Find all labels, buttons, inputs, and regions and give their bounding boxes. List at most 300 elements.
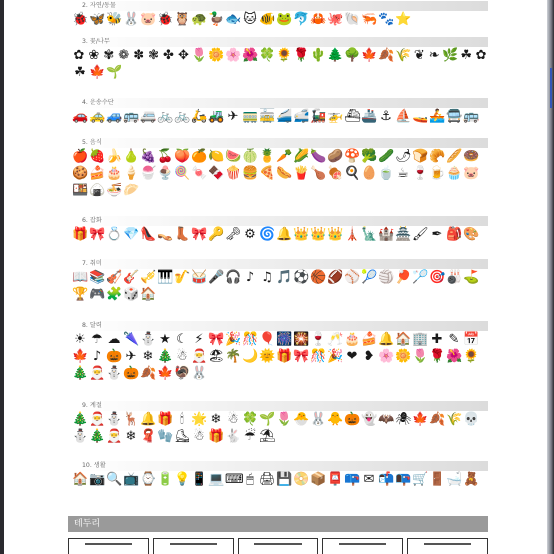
- sticker-icon: 🧤: [157, 428, 174, 444]
- sticker-icon: 🎉: [327, 348, 344, 364]
- sticker-icon: 🚅: [293, 108, 310, 124]
- sticker-icon: 🛒: [412, 471, 429, 487]
- sticker-icon: ☀: [74, 331, 86, 347]
- sticker-icon: ❧: [428, 47, 440, 63]
- sticker-icon: 🚲: [174, 108, 191, 124]
- icon-row: [64, 411, 488, 428]
- sticker-icon: 🍂: [429, 411, 446, 427]
- sticker-icon: 🎅: [89, 411, 106, 427]
- sticker-icon: 🖌: [412, 226, 429, 242]
- icon-row: [64, 226, 488, 243]
- sticker-icon: ⚡: [194, 331, 204, 347]
- sticker-icon: 🥒: [378, 148, 395, 164]
- sticker-icon: 🎁: [157, 411, 174, 427]
- sticker-icon: 🏢: [412, 331, 429, 347]
- icon-row: [64, 365, 488, 382]
- sticker-icon: 🎄: [89, 428, 106, 444]
- sticker-icon: 🍐: [123, 148, 140, 164]
- sticker-icon: 🚜: [208, 108, 225, 124]
- sticker-icon: 💍: [106, 226, 123, 242]
- sticker-icon: 🦉: [174, 11, 191, 27]
- sticker-icon: ✈: [227, 108, 239, 124]
- sticker-icon: 🕷: [395, 411, 412, 427]
- sticker-icon: 🌂: [123, 331, 140, 347]
- sticker-icon: ☃: [176, 348, 188, 364]
- sticker-icon: 🌾: [446, 411, 463, 427]
- screen-edge-accent: [550, 68, 552, 108]
- icon-row: [64, 108, 488, 125]
- sticker-icon: 🌽: [293, 148, 310, 164]
- sticker-icon: ✒: [431, 226, 443, 242]
- sticker-icon: 🌹: [429, 348, 446, 364]
- document-page: [4, 0, 548, 554]
- sticker-icon: 👢: [174, 226, 191, 242]
- sticker-icon: 🎆: [276, 331, 293, 347]
- sticker-icon: 🐣: [293, 411, 310, 427]
- sticker-icon: 🥐: [429, 148, 446, 164]
- section-title: 4. 운송수단: [64, 97, 488, 108]
- sticker-icon: 🍈: [242, 148, 259, 164]
- sticker-icon: 🍋: [208, 148, 225, 164]
- sticker-icon: 🌼: [395, 348, 412, 364]
- sticker-icon: 🍧: [140, 165, 157, 181]
- sticker-icon: 🕯: [180, 411, 184, 427]
- sticker-icon: 🦐: [361, 11, 378, 27]
- sticker-icon: 🧩: [106, 286, 123, 302]
- sticker-icon: 🏠: [140, 286, 157, 302]
- sticker-icon: ☃: [227, 411, 239, 427]
- sticker-icon: 🛁: [446, 471, 463, 487]
- sticker-icon: 🍔: [242, 165, 259, 181]
- sticker-icon: ♪: [92, 348, 102, 364]
- sticker-icon: 🎀: [191, 226, 208, 242]
- sticker-icon: ⛱: [259, 428, 276, 444]
- sticker-icon: 🎊: [310, 348, 327, 364]
- sticker-icon: 🍕: [259, 165, 276, 181]
- sticker-icon: 🌱: [106, 64, 123, 80]
- sticker-icon: ⛄: [106, 365, 123, 381]
- sticker-icon: 🍵: [378, 165, 395, 181]
- border-frames: [68, 538, 488, 554]
- sticker-icon: 🌾: [395, 47, 412, 63]
- sticker-icon: 🍁: [361, 47, 378, 63]
- sticker-icon: 🚐: [140, 108, 157, 124]
- section-flowers-trees: [64, 36, 488, 81]
- sticker-icon: 🎅: [106, 428, 123, 444]
- sticker-icon: 🥁: [191, 269, 208, 285]
- sticker-icon: 🍊: [191, 148, 208, 164]
- sticker-icon: 🍀: [242, 411, 259, 427]
- sticker-icon: ⛄: [106, 411, 123, 427]
- sticker-icon: 📅: [463, 331, 480, 347]
- sticker-icon: 🥚: [361, 165, 378, 181]
- sticker-icon: 🎀: [293, 348, 310, 364]
- sticker-icon: 🍆: [310, 148, 327, 164]
- sticker-icon: 🎾: [361, 269, 378, 285]
- sticker-icon: 🐝: [106, 11, 123, 27]
- sticker-icon: ☘: [74, 64, 86, 80]
- sticker-icon: 🍀: [259, 47, 276, 63]
- sticker-icon: 🌞: [259, 348, 276, 364]
- sticker-icon: 🐷: [463, 165, 480, 181]
- sticker-icon: 🍌: [106, 148, 123, 164]
- sticker-icon: 🐱: [243, 11, 257, 27]
- sticker-icon: 🌻: [276, 47, 293, 63]
- sticker-icon: 🌙: [242, 348, 259, 364]
- sticker-icon: ✥: [177, 47, 189, 63]
- sticker-icon: 👠: [140, 226, 157, 242]
- sticker-icon: 🍄: [344, 148, 361, 164]
- sticker-icon: ⛸: [174, 428, 191, 444]
- sticker-icon: 🎯: [429, 269, 446, 285]
- sticker-icon: 🌱: [259, 411, 276, 427]
- sticker-icon: 🚃: [242, 108, 259, 124]
- icon-row: [64, 165, 488, 182]
- border-section-header: [68, 516, 488, 532]
- border-frame-sample: [322, 538, 403, 554]
- sticker-icon: ♫: [261, 269, 273, 285]
- sticker-icon: 📮: [327, 471, 344, 487]
- section-calendar: [64, 320, 488, 382]
- sticker-icon: 📀: [293, 471, 310, 487]
- sticker-icon: 🌺: [242, 47, 259, 63]
- sticker-icon: 🎁: [276, 348, 293, 364]
- sticker-icon: 🚪: [429, 471, 446, 487]
- sticker-icon: 💡: [174, 471, 191, 487]
- sticker-icon: ✎: [448, 331, 460, 347]
- sticker-icon: 🏠: [72, 471, 89, 487]
- sticker-icon: 🚕: [89, 108, 106, 124]
- sticker-icon: 🍫: [208, 165, 225, 181]
- sticker-icon: 🎷: [174, 269, 191, 285]
- sticker-icon: 🍦: [123, 165, 140, 181]
- sticker-icon: 🍂: [378, 47, 395, 63]
- border-section-title: 테두리: [74, 519, 101, 529]
- sticker-icon: 🍍: [259, 148, 276, 164]
- section-animals: [64, 0, 488, 28]
- sticker-icon: 🍉: [225, 148, 242, 164]
- sticker-icon: 🍩: [463, 148, 480, 164]
- sticker-icon: 🏓: [395, 269, 412, 285]
- section-living: [64, 460, 488, 488]
- sticker-icon: ☂: [91, 331, 103, 347]
- sticker-icon: 🌟: [191, 411, 208, 427]
- sticker-icon: ⚽: [293, 269, 310, 285]
- icon-row: [64, 11, 488, 28]
- sticker-icon: 🎇: [293, 331, 310, 347]
- sticker-icon: 🚌: [123, 108, 140, 124]
- sticker-icon: 🏰: [378, 226, 395, 242]
- sticker-icon: 🐥: [327, 411, 344, 427]
- sticker-icon: 🍟: [293, 165, 310, 181]
- sticker-icon: 🍷: [412, 165, 429, 181]
- sticker-icon: 🐞: [157, 11, 174, 27]
- sticker-icon: 🎲: [123, 286, 140, 302]
- sticker-icon: 🎄: [72, 411, 89, 427]
- sticker-icon: 🚢: [361, 108, 378, 124]
- sticker-icon: ☁: [107, 331, 121, 347]
- sticker-icon: 🌀: [259, 226, 276, 242]
- sticker-icon: 🎅: [89, 365, 106, 381]
- sticker-icon: 🎺: [140, 269, 157, 285]
- sticker-icon: ✉: [363, 471, 375, 487]
- sticker-icon: 🍳: [344, 165, 361, 181]
- sticker-icon: 🖱: [246, 471, 254, 487]
- sticker-icon: 🚲: [157, 108, 174, 124]
- sticker-icon: 🗝: [225, 226, 242, 242]
- sticker-icon: 🍒: [157, 148, 174, 164]
- sticker-icon: 🗽: [361, 226, 378, 242]
- sticker-icon: 💻: [208, 471, 225, 487]
- section-title: 7. 취미: [64, 258, 488, 269]
- sticker-icon: 🦃: [174, 365, 191, 381]
- icon-row: [64, 331, 488, 348]
- sticker-icon: ❄: [210, 411, 222, 427]
- sticker-icon: 🏖: [208, 348, 225, 364]
- sticker-icon: 🎄: [72, 365, 89, 381]
- sticker-icon: ★: [159, 331, 171, 347]
- border-frame-sample: [68, 538, 149, 554]
- sticker-icon: 🏐: [378, 269, 395, 285]
- sticker-icon: 📬: [378, 471, 395, 487]
- sticker-icon: ❄: [125, 428, 137, 444]
- sticker-icon: 🐠: [259, 11, 276, 27]
- sticker-icon: 🐾: [378, 11, 395, 27]
- section-title: 5. 음식: [64, 137, 488, 148]
- sticker-icon: ☾: [176, 331, 188, 347]
- sticker-icon: 🦇: [378, 411, 395, 427]
- sticker-icon: 🏀: [310, 269, 327, 285]
- sticker-icon: 📖: [72, 269, 89, 285]
- sticker-icon: ✿: [475, 47, 487, 63]
- icon-row: [64, 148, 488, 165]
- sticker-icon: 🚤: [412, 108, 429, 124]
- sticker-icon: ⭐: [395, 11, 412, 27]
- sticker-icon: 👑: [293, 226, 310, 242]
- sticker-icon: 🍁: [412, 411, 429, 427]
- section-goods: [64, 215, 488, 243]
- sticker-icon: 📪: [344, 471, 361, 487]
- sticker-icon: 🎊: [242, 331, 259, 347]
- sticker-icon: 🌷: [191, 47, 208, 63]
- sticker-icon: 📚: [89, 269, 106, 285]
- sticker-icon: 🎹: [157, 269, 174, 285]
- sticker-icon: 👡: [157, 226, 174, 242]
- sticker-icon: 🌷: [276, 411, 293, 427]
- sticker-icon: 🥂: [327, 331, 344, 347]
- sticker-icon: 🎤: [208, 269, 225, 285]
- icon-row: [64, 269, 488, 286]
- sticker-icon: ⌨: [225, 471, 244, 487]
- sticker-icon: 🌸: [225, 47, 242, 63]
- sticker-icon: 🍁: [157, 365, 174, 381]
- sticker-icon: 🍓: [89, 148, 106, 164]
- sticker-icon: 🎈: [259, 331, 276, 347]
- sticker-icon: 🚙: [106, 108, 123, 124]
- section-title: 8. 달력: [64, 320, 488, 331]
- sticker-icon: 🎂: [106, 165, 123, 181]
- sticker-icon: 📦: [310, 471, 327, 487]
- sticker-icon: 🥦: [361, 148, 378, 164]
- sticker-icon: 🎁: [208, 428, 225, 444]
- section-title: 9. 계절: [64, 400, 488, 411]
- sticker-icon: 🌻: [463, 348, 480, 364]
- sticker-icon: 🐟: [225, 11, 242, 27]
- sticker-icon: 🧁: [446, 165, 463, 181]
- section-title: 6. 잡화: [64, 215, 488, 226]
- sticker-icon: ☔: [244, 428, 256, 444]
- sticker-icon: 💎: [123, 226, 140, 242]
- sticker-icon: 🎨: [463, 226, 480, 242]
- sticker-icon: 💾: [276, 471, 293, 487]
- sticker-icon: ❤: [346, 348, 358, 364]
- sticker-icon: 🎄: [157, 348, 174, 364]
- sticker-icon: 🔍: [106, 471, 123, 487]
- sticker-icon: 🚣: [429, 108, 446, 124]
- sticker-icon: ❀: [88, 47, 100, 63]
- sticker-icon: 🐰: [310, 411, 327, 427]
- sticker-icon: ☃: [193, 428, 205, 444]
- section-title: 10. 생활: [64, 460, 488, 471]
- sticker-icon: 🍿: [225, 165, 242, 181]
- sticker-icon: ✚: [431, 331, 443, 347]
- sticker-icon: 🥖: [446, 148, 463, 164]
- sticker-icon: ✈: [125, 348, 137, 364]
- icon-row: [64, 348, 488, 365]
- section-title: 3. 꽃/나무: [64, 36, 488, 47]
- sticker-icon: 🌿: [442, 47, 459, 63]
- sticker-icon: 📺: [123, 471, 140, 487]
- sticker-icon: ✾: [103, 47, 115, 63]
- sticker-icon: 📱: [191, 471, 208, 487]
- sticker-icon: 🌺: [446, 348, 463, 364]
- sticker-icon: 🍁: [72, 348, 89, 364]
- sticker-icon: 🍑: [174, 148, 191, 164]
- sticker-icon: 🌳: [344, 47, 361, 63]
- sticker-icon: 🍖: [327, 165, 344, 181]
- sticker-icon: 🍞: [412, 148, 429, 164]
- sticker-icon: ❁: [118, 47, 130, 63]
- sticker-icon: 🚗: [72, 108, 89, 124]
- icon-row: [64, 47, 488, 64]
- sticker-icon: ✿: [73, 47, 85, 63]
- sticker-icon: 🎒: [446, 226, 463, 242]
- sticker-icon: ✽: [133, 47, 145, 63]
- sticker-icon: 🚄: [276, 108, 293, 124]
- sticker-icon: 🏆: [72, 286, 89, 302]
- sticker-icon: 🍱: [72, 182, 89, 198]
- icon-row: [64, 286, 488, 303]
- border-frame-sample: [407, 538, 488, 554]
- sticker-icon: 🍷: [310, 331, 327, 347]
- sticker-icon: 🌵: [310, 47, 327, 63]
- sticker-icon: 🎧: [225, 269, 242, 285]
- sticker-icon: 🍺: [429, 165, 446, 181]
- sticker-icon: ❄: [142, 348, 154, 364]
- sticker-icon: 🚋: [259, 108, 276, 124]
- sticker-icon: 🐙: [327, 11, 344, 27]
- sticker-icon: 🎮: [89, 286, 106, 302]
- sticker-icon: 📭: [395, 471, 412, 487]
- sticker-icon: 🍂: [140, 365, 157, 381]
- sticker-icon: 🎀: [89, 226, 106, 242]
- sticker-icon: 🍨: [157, 165, 174, 181]
- sticker-icon: 🛵: [191, 108, 208, 124]
- sticker-icon: 🧸: [463, 471, 480, 487]
- sticker-icon: 🐇: [225, 428, 242, 444]
- sticker-icon: 🚌: [463, 108, 480, 124]
- sticker-icon: 🎳: [446, 269, 463, 285]
- sticker-icon: 🎃: [344, 411, 361, 427]
- sticker-icon: ❃: [148, 47, 160, 63]
- section-hobbies: [64, 258, 488, 303]
- sticker-icon: 🦀: [310, 11, 327, 27]
- sticker-icon: 🌲: [327, 47, 344, 63]
- sticker-icon: 🔔: [276, 226, 293, 242]
- sticker-icon: 🎁: [72, 226, 89, 242]
- sticker-icon: 👑: [310, 226, 327, 242]
- sticker-icon: 🌹: [293, 47, 310, 63]
- sticker-icon: 🖨: [259, 471, 276, 487]
- sticker-icon: ☕: [397, 165, 409, 181]
- sticker-icon: 🏯: [395, 226, 412, 242]
- sticker-icon: 🎀: [208, 331, 225, 347]
- sticker-icon: 🦆: [208, 11, 225, 27]
- sticker-icon: 🐰: [191, 365, 208, 381]
- sticker-icon: 🌶: [395, 148, 412, 164]
- sticker-icon: 🍜: [106, 182, 123, 198]
- sticker-icon: 🚍: [446, 108, 463, 124]
- sticker-icon: 🥟: [123, 182, 140, 198]
- sticker-icon: ⚓: [380, 108, 392, 124]
- sticker-icon: 🐷: [140, 11, 157, 27]
- sticker-icon: 🍗: [310, 165, 327, 181]
- sticker-icon: 👻: [361, 411, 378, 427]
- sticker-icon: 🎵: [276, 269, 293, 285]
- sticker-icon: ⌚: [140, 471, 157, 487]
- sticker-icon: ☘: [460, 47, 472, 63]
- section-food: [64, 137, 488, 199]
- sticker-icon: 🍎: [72, 148, 89, 164]
- sticker-icon: 🏠: [395, 331, 412, 347]
- sticker-icon: 🦋: [89, 11, 106, 27]
- sticker-icon: ⛳: [463, 269, 480, 285]
- sticker-icon: 🔋: [157, 471, 174, 487]
- sticker-icon: 🚂: [310, 108, 327, 124]
- sticker-icon: 📷: [89, 471, 106, 487]
- sticker-icon: ⛄: [72, 428, 89, 444]
- sticker-icon: ⛴: [344, 108, 361, 124]
- section-transportation: [64, 97, 488, 125]
- section-title: 2. 자연/동물: [64, 0, 488, 11]
- sticker-icon: 🔑: [208, 226, 225, 242]
- sticker-icon: 🏸: [412, 269, 429, 285]
- sticker-icon: ⚾: [344, 269, 361, 285]
- sticker-icon: 🎸: [123, 269, 140, 285]
- sticker-icon: 🍁: [89, 64, 106, 80]
- sticker-icon: 🐸: [276, 11, 293, 27]
- sticker-icon: 🍙: [89, 182, 106, 198]
- sticker-icon: 🏈: [327, 269, 344, 285]
- sticker-icon: ⛵: [395, 108, 412, 124]
- sticker-icon: 🌼: [208, 47, 225, 63]
- sticker-icon: 💀: [463, 411, 480, 427]
- icon-row: [64, 64, 488, 81]
- sticker-icon: 🎃: [106, 348, 123, 364]
- sticker-icon: 🥔: [327, 148, 344, 164]
- border-frame-sample: [238, 538, 319, 554]
- sticker-icon: 🧣: [140, 428, 157, 444]
